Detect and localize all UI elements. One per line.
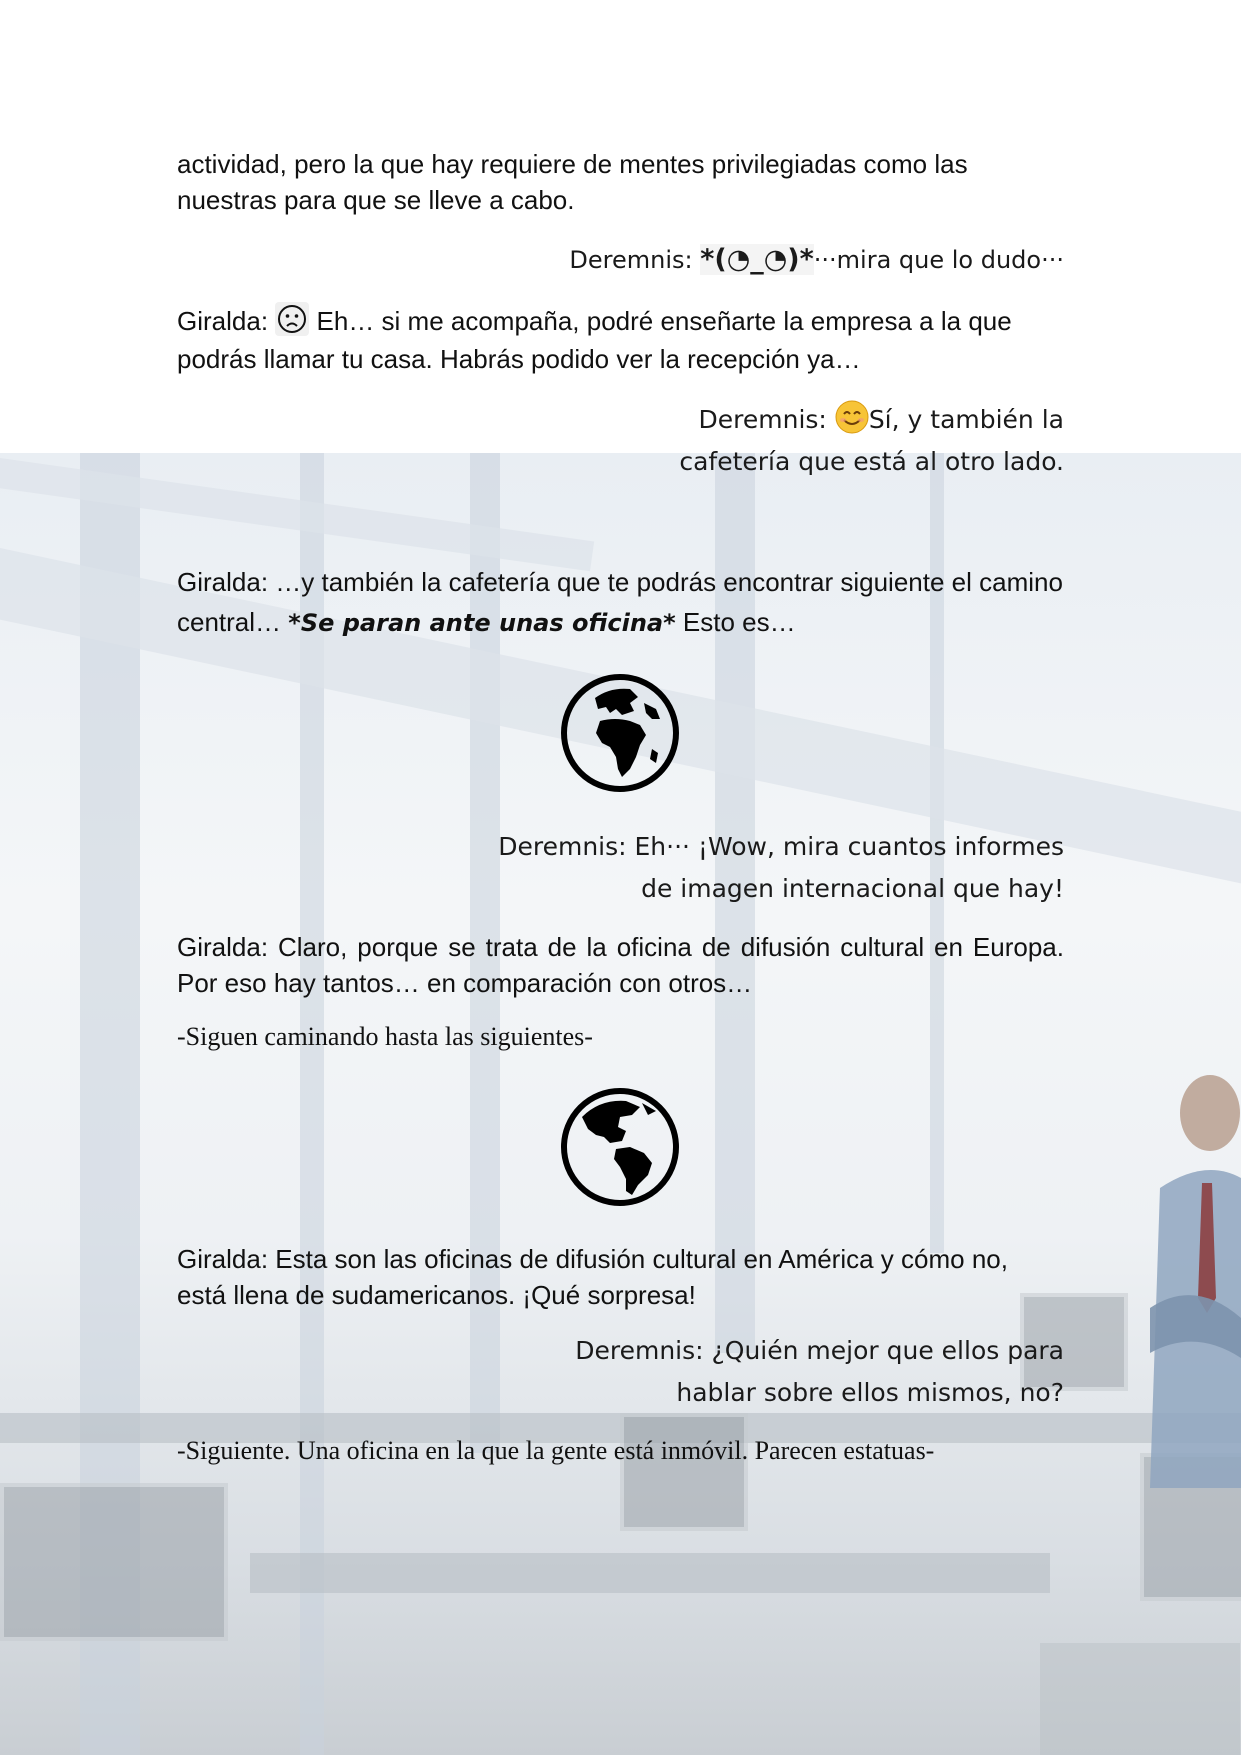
smiling-face-icon [835,400,869,434]
giralda-line-4: Giralda: Esta son las oficinas de difusión cultural en América y cómo no, está llena de sudamericanos. ¡Qué sorpresa! [177,1244,1008,1310]
deremnis-text-4b: hablar sobre ellos mismos, no? [676,1378,1064,1407]
giralda-text-2: Giralda: …y también la cafetería que te podrás encontrar siguiente el camino central… [177,567,1063,637]
globe-americas-icon [560,1087,680,1207]
giralda-line-1 [177,302,1064,378]
deremnis-text-3b: de imagen internacional que hay! [641,874,1064,903]
deremnis-text-2a: Sí, y también la [868,405,1064,434]
giralda-text-1: Eh… si me acompaña, podré enseñarte la empresa a la que podrás llamar tu casa. Habrás podido ver la recepción ya… [177,306,1012,374]
deremnis-text-3a: Deremnis: Eh··· ¡Wow, mira cuantos informes [498,832,1064,861]
deremnis-line-2 [177,399,1064,483]
stage-direction-1: -Siguen caminando hasta las siguientes- [177,1022,593,1051]
speaker-deremnis: Deremnis: [698,405,827,434]
stage-direction-2: -Siguiente. Una oficina en la que la gente está inmóvil. Parecen estatuas- [177,1436,935,1465]
deremnis-line-1 [177,239,1064,281]
deremnis-text-2b: cafetería que está al otro lado. [679,447,1064,476]
deremnis-text-1: ···mira que lo dudo··· [813,246,1064,274]
globe-europe-africa-icon [560,673,680,793]
sad-face-icon [275,302,309,336]
giralda-text-2-end: Esto es… [682,607,796,637]
deremnis-line-4 [177,1330,1064,1414]
stage-action: *Se paran ante unas oficina* [288,609,676,637]
paragraph-continuation: actividad, pero la que hay requiere de mentes privilegiadas como las nuestras para que se lleve a cabo. [177,149,968,215]
deremnis-line-3 [177,826,1064,910]
kaomoji: *(◔_◔)* [700,244,814,275]
deremnis-text-4a: Deremnis: ¿Quién mejor que ellos para [575,1336,1064,1365]
giralda-line-3: Giralda: Claro, porque se trata de la oficina de difusión cultural en Europa. Por eso hay tantos… en comparación con otros… [177,932,1064,998]
businessman-figure [1150,1068,1241,1488]
giralda-line-2 [177,562,1064,643]
speaker-giralda: Giralda: [177,306,269,336]
speaker-deremnis: Deremnis: [569,246,693,274]
